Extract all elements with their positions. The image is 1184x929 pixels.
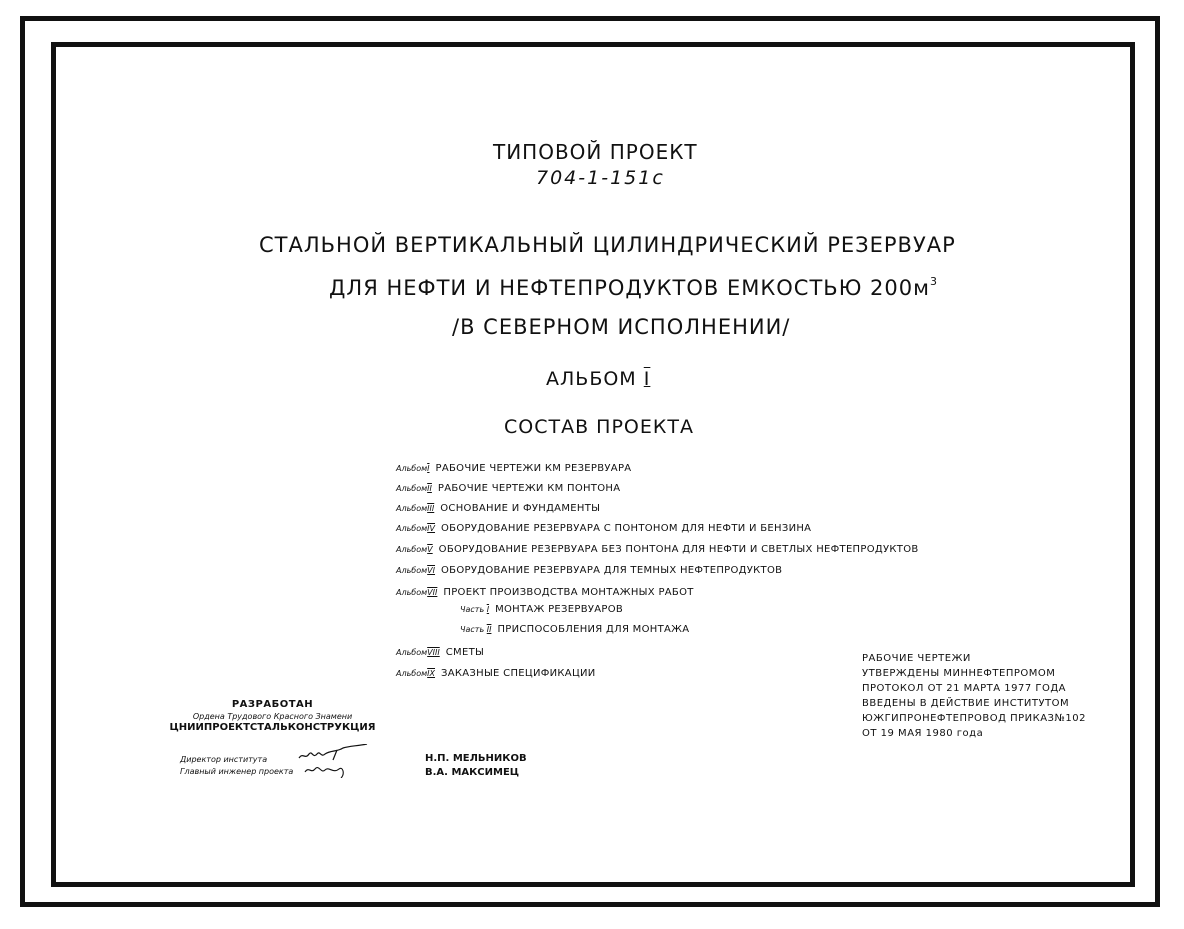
developer-order: Ордена Трудового Красного Знамени (192, 712, 353, 721)
project-type: ТИПОВОЙ ПРОЕКТ (493, 140, 698, 164)
album-label: АЛЬБОМ (546, 368, 637, 390)
list-item (396, 503, 600, 514)
director-role: Директор института (180, 755, 268, 764)
item-label: АльбомVIII (396, 648, 440, 657)
list-item (396, 523, 811, 534)
title-line-2-sup: 3 (929, 275, 938, 288)
item-label: АльбомII (396, 484, 432, 493)
developer-title: РАЗРАБОТАН (231, 699, 314, 710)
item-label: АльбомVII (396, 588, 438, 597)
developer-org: ЦНИИПРОЕКТСТАЛЬКОНСТРУКЦИЯ (169, 722, 376, 733)
item-text: ОБОРУДОВАНИЕ РЕЗЕРВУАРА БЕЗ ПОНТОНА ДЛЯ НЕФТИ И СВЕТЛЫХ НЕФТЕПРОДУКТОВ (438, 544, 919, 555)
item-label: АльбомI (396, 464, 430, 473)
item-label: Часть II (460, 625, 492, 634)
item-text: ПРИСПОСОБЛЕНИЯ ДЛЯ МОНТАЖА (497, 624, 690, 635)
chief-role: Главный инженер проекта (180, 767, 294, 776)
title-line-1: СТАЛЬНОЙ ВЕРТИКАЛЬНЫЙ ЦИЛИНДРИЧЕСКИЙ РЕЗЕРВУАР (259, 233, 956, 257)
item-text: ПРОЕКТ ПРОИЗВОДСТВА МОНТАЖНЫХ РАБОТ (443, 587, 694, 598)
composition-title: СОСТАВ ПРОЕКТА (504, 416, 694, 438)
chief-name: В.А. МАКСИМЕЦ (425, 767, 520, 778)
item-label: АльбомIX (396, 669, 436, 678)
item-label: АльбомV (396, 545, 433, 554)
item-text: ОСНОВАНИЕ И ФУНДАМЕНТЫ (440, 503, 601, 514)
list-item (396, 587, 694, 598)
list-item (396, 544, 919, 555)
item-text: РАБОЧИЕ ЧЕРТЕЖИ КМ ПОНТОНА (437, 483, 621, 494)
item-text: ОБОРУДОВАНИЕ РЕЗЕРВУАРА ДЛЯ ТЕМНЫХ НЕФТЕПРОДУКТОВ (441, 565, 783, 576)
title-line-2-text: ДЛЯ НЕФТИ И НЕФТЕПРОДУКТОВ ЕМКОСТЬЮ 200м (329, 276, 930, 300)
approval-line: ПРОТОКОЛ ОТ 21 МАРТА 1977 ГОДА (862, 683, 1067, 694)
list-item (396, 647, 484, 658)
list-item (396, 668, 596, 679)
list-item (460, 604, 623, 615)
item-text: РАБОЧИЕ ЧЕРТЕЖИ КМ РЕЗЕРВУАРА (435, 463, 632, 474)
album-title (546, 368, 650, 390)
director-name: Н.П. МЕЛЬНИКОВ (425, 753, 527, 764)
approval-line: ЮЖГИПРОНЕФТЕПРОВОД ПРИКАЗ№102 (862, 713, 1086, 724)
item-label: АльбомVI (396, 566, 436, 575)
list-item (396, 565, 782, 576)
item-label: АльбомIII (396, 504, 435, 513)
title-line-2 (329, 275, 938, 300)
item-label: АльбомIV (396, 524, 436, 533)
approval-line: УТВЕРЖДЕНЫ МИННЕФТЕПРОМОМ (862, 668, 1056, 679)
handwritten-signatures (297, 744, 369, 778)
title-line-3: /В СЕВЕРНОМ ИСПОЛНЕНИИ/ (452, 315, 791, 339)
approval-line: РАБОЧИЕ ЧЕРТЕЖИ (862, 653, 971, 664)
album-number: I (643, 368, 651, 390)
item-text: ЗАКАЗНЫЕ СПЕЦИФИКАЦИИ (441, 668, 596, 679)
project-number: 704-1-151с (536, 167, 665, 189)
approval-line: ВВЕДЕНЫ В ДЕЙСТВИЕ ИНСТИТУТОМ (862, 698, 1070, 709)
item-text: СМЕТЫ (445, 647, 485, 658)
approval-block (862, 651, 1086, 741)
approval-line: ОТ 19 МАЯ 1980 года (862, 728, 984, 739)
item-text: МОНТАЖ РЕЗЕРВУАРОВ (495, 604, 624, 615)
list-item (460, 624, 689, 635)
list-item (396, 483, 620, 494)
item-label: Часть I (460, 605, 490, 614)
list-item (396, 463, 631, 474)
item-text: ОБОРУДОВАНИЕ РЕЗЕРВУАРА С ПОНТОНОМ ДЛЯ НЕФТИ И БЕНЗИНА (441, 523, 812, 534)
